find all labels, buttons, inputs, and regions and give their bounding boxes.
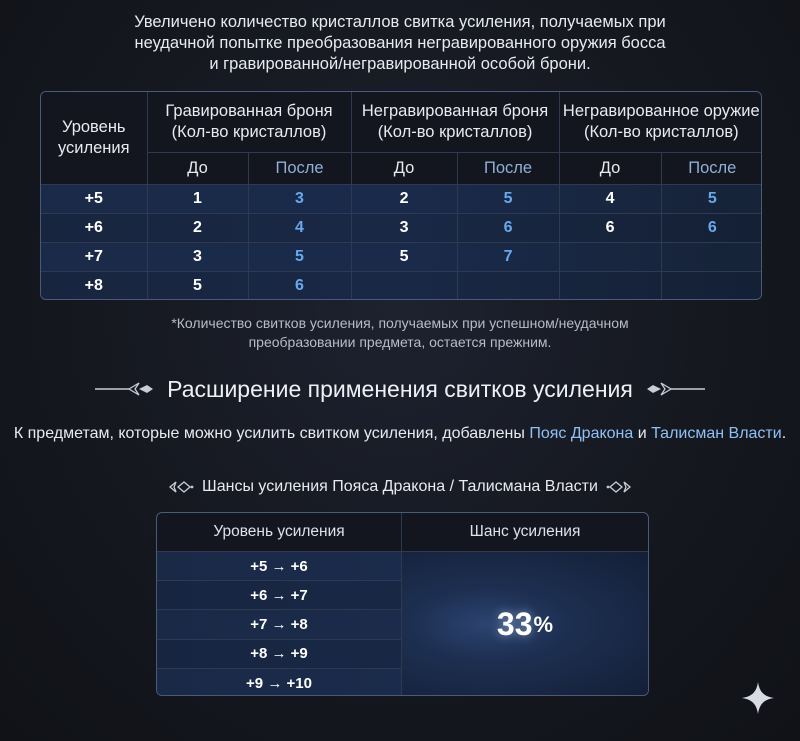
- small-ornament-icon: [606, 480, 632, 494]
- value-cell: [457, 271, 559, 300]
- group-header-unengraved-armor: Негравированная броня (Кол-во кристаллов): [351, 92, 559, 152]
- table-row: [41, 271, 762, 300]
- table-row: [41, 184, 762, 213]
- table-row: +8 → +9: [157, 640, 401, 669]
- value-cell: 6: [559, 213, 661, 242]
- value-cell: 3: [248, 184, 351, 213]
- section-heading: [0, 372, 800, 406]
- value-cell: 5: [248, 242, 351, 271]
- value-cell: 2: [351, 184, 457, 213]
- subheading: [0, 475, 800, 499]
- value-cell: 3: [351, 213, 457, 242]
- description: К предметам, которые можно усилить свитком усиления, добавлены Пояс Дракона и Талисман Власти.: [13, 425, 787, 442]
- value-cell: [559, 242, 661, 271]
- before-header: До: [559, 152, 661, 184]
- sparkle-icon: [740, 680, 776, 716]
- value-cell: 6: [248, 271, 351, 300]
- table-row: [41, 242, 762, 271]
- level-cell: +5: [41, 184, 147, 213]
- intro-line-3: и гравированной/негравированной особой брони.: [209, 55, 591, 73]
- level-cell: +6: [41, 213, 147, 242]
- before-header: До: [351, 152, 457, 184]
- chance-unit: %: [533, 611, 554, 637]
- value-cell: [559, 271, 661, 300]
- after-header: После: [661, 152, 762, 184]
- col-header-chance: Шанс усиления: [469, 523, 581, 540]
- subheading-title: Шансы усиления Пояса Дракона / Талисмана Власти: [202, 478, 598, 495]
- value-cell: 5: [661, 184, 762, 213]
- table-row: +9 → +10: [157, 669, 401, 696]
- table-row: +5 → +6: [157, 552, 401, 581]
- group-header-unengraved-weapon: Негравированное оружие (Кол-во кристаллов): [559, 92, 762, 152]
- value-cell: 5: [147, 271, 248, 300]
- chance-cell: [402, 552, 648, 696]
- value-cell: 4: [248, 213, 351, 242]
- level-cell: +7: [41, 242, 147, 271]
- table-row: [41, 213, 762, 242]
- value-cell: [661, 271, 762, 300]
- table-row: +6 → +7: [157, 581, 401, 610]
- ornament-right-icon: [647, 379, 705, 399]
- before-header: До: [147, 152, 248, 184]
- value-cell: [351, 271, 457, 300]
- after-header: После: [248, 152, 351, 184]
- crystal-table: [40, 91, 762, 300]
- value-cell: 1: [147, 184, 248, 213]
- intro-line-1: Увеличено количество кристаллов свитка усиления, получаемых при: [134, 13, 666, 31]
- col-header-level: Уровень усиления: [157, 513, 402, 551]
- value-cell: 6: [457, 213, 559, 242]
- value-cell: 5: [457, 184, 559, 213]
- chance-value: 33: [496, 606, 533, 642]
- small-ornament-icon: [168, 480, 194, 494]
- highlight-dragon-belt: Пояс Дракона: [529, 425, 634, 442]
- value-cell: [661, 242, 762, 271]
- value-cell: 4: [559, 184, 661, 213]
- value-cell: 2: [147, 213, 248, 242]
- intro-line-2: неудачной попытке преобразования негравированного оружия босса: [134, 34, 666, 52]
- level-header: Уровень усиления: [41, 92, 147, 184]
- level-cell: +8: [41, 271, 147, 300]
- highlight-talisman: Талисман Власти: [651, 425, 782, 442]
- footnote: *Количество свитков усиления, получаемых при успешном/неудачном преобразовании предмета, остается прежним.: [171, 315, 629, 350]
- after-header: После: [457, 152, 559, 184]
- value-cell: 7: [457, 242, 559, 271]
- value-cell: 6: [661, 213, 762, 242]
- value-cell: 3: [147, 242, 248, 271]
- ornament-left-icon: [95, 379, 153, 399]
- chance-table: [156, 512, 649, 696]
- value-cell: 5: [351, 242, 457, 271]
- group-header-engraved-armor: Гравированная броня (Кол-во кристаллов): [147, 92, 351, 152]
- intro-text: [0, 12, 800, 75]
- section-title: Расширение применения свитков усиления: [167, 375, 633, 402]
- table-row: +7 → +8: [157, 610, 401, 639]
